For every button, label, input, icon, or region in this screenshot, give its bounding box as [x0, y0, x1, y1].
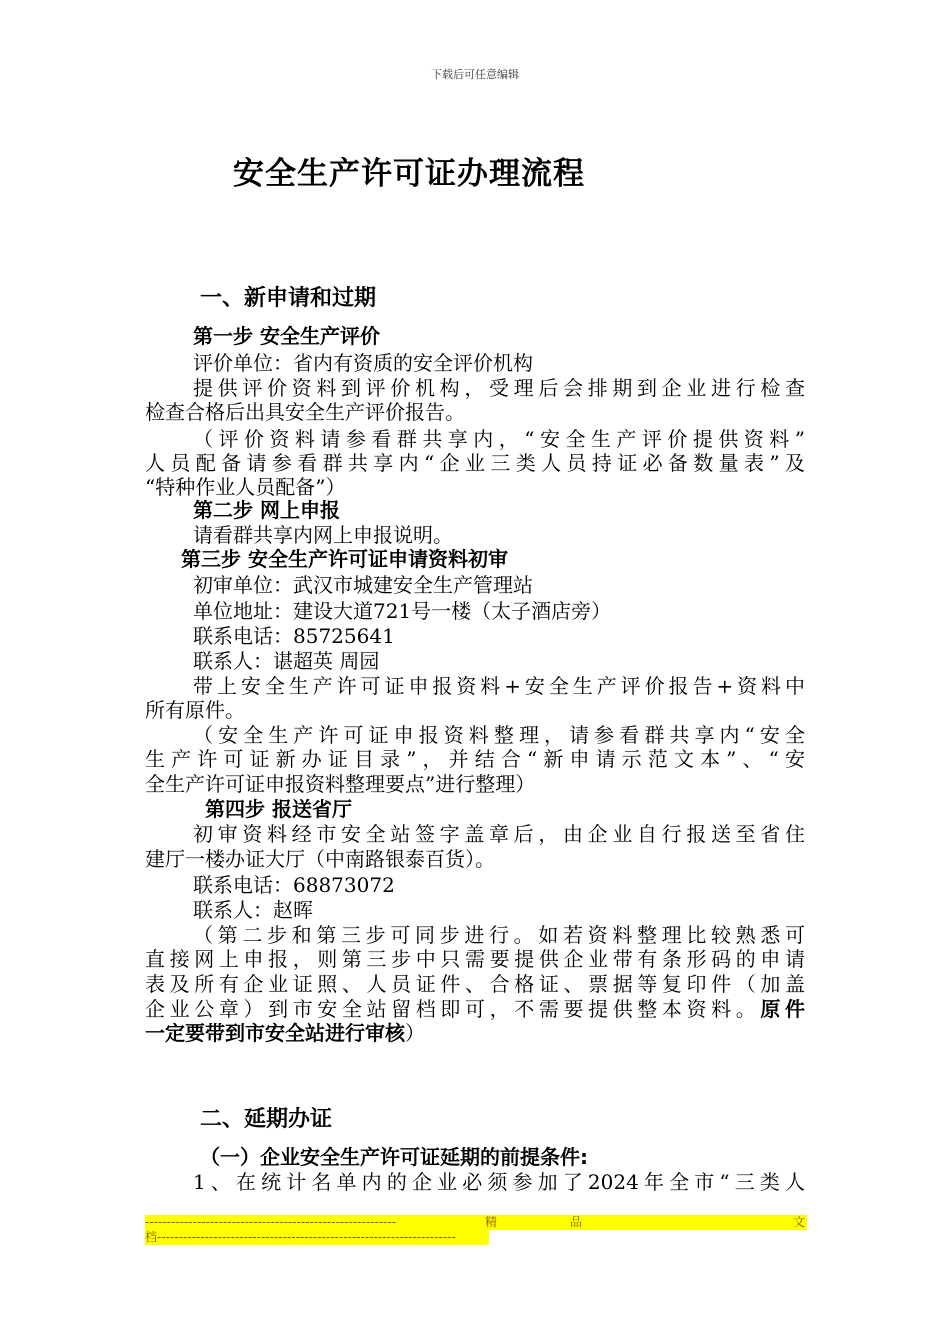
- step4-line1: [145, 821, 805, 847]
- step4-contact: 联系人：赵晖: [193, 898, 313, 922]
- step4-line1-text: 初审资料经市安全站签字盖章后，由企业自行报送至省住: [193, 822, 805, 846]
- step2-line1: 请看群共享内网上申报说明。: [193, 523, 453, 547]
- step4-title: 第四步 报送省厅: [205, 797, 352, 821]
- footer-highlight-1: [145, 1215, 807, 1230]
- step1-note1-text: （评价资料请参看群共享内，“安全生产评价提供资料”: [193, 427, 805, 451]
- step3-note3: 全生产许可证申报资料整理要点”进行整理）: [145, 772, 536, 796]
- footer-word-3: 文: [793, 1215, 806, 1229]
- step3-note2: 生产许可证新办证目录”，并结合“新申请示范文本”、“安: [145, 747, 805, 771]
- footer-dashes-right: ---------------------------------------------------------------------: [157, 1230, 456, 1244]
- step4-note4-plain: 企业公章）到市安全站留档即可，不需要提供整本资料。: [145, 997, 761, 1021]
- step1-unit: 评价单位：省内有资质的安全评价机构: [193, 351, 533, 375]
- step1-note3: “特种作业人员配备”）: [145, 475, 346, 499]
- section2-heading: 二、延期办证: [200, 1107, 333, 1132]
- section2-line1: [145, 1169, 805, 1195]
- footer-word-4: 档: [145, 1230, 158, 1244]
- page-footer: [145, 1215, 807, 1245]
- step3-note1: [145, 722, 805, 748]
- step1-note1: [145, 426, 805, 452]
- step4-note5-bold: 一定要带到市安全站进行审核: [145, 1021, 405, 1045]
- footer-dashes-left: ----------------------------------------------------------: [145, 1215, 397, 1229]
- step3-note1-text: （安全生产许可证申报资料整理，请参看群共享内“安全: [193, 723, 805, 747]
- footer-highlight-2: [145, 1230, 489, 1245]
- footer-row-1: [145, 1215, 807, 1230]
- step1-title: 第一步 安全生产评价: [193, 324, 380, 348]
- step1-line1: [145, 375, 805, 401]
- section2-sub1: （一）企业安全生产许可证延期的前提条件:: [200, 1145, 588, 1169]
- step4-note4-bold: 原件: [760, 997, 806, 1021]
- step4-note2: 直接网上申报，则第三步中只需要提供企业带有条形码的申请: [145, 947, 805, 971]
- step2-title: 第二步 网上申报: [193, 498, 340, 522]
- step1-line2: 检查合格后出具安全生产评价报告。: [145, 400, 465, 424]
- step3-unit: 初审单位：武汉市城建安全生产管理站: [193, 573, 533, 597]
- step4-phone: 联系电话：68873072: [193, 873, 395, 897]
- document-title: 安全生产许可证办理流程: [233, 156, 585, 192]
- step3-address: 单位地址：建设大道721号一楼（太子酒店旁）: [193, 599, 612, 623]
- step1-note2: 人员配备请参看群共享内“企业三类人员持证必备数量表”及: [145, 451, 805, 475]
- footer-row-2: [145, 1230, 807, 1245]
- step3-line1: [145, 673, 805, 699]
- step3-line1-text: 带上安全生产许可证申报资料+安全生产评价报告+资料中: [193, 674, 805, 698]
- section1-heading: 一、新申请和过期: [200, 286, 377, 311]
- step4-line2: 建厅一楼办证大厅（中南路银泰百货）。: [145, 847, 495, 871]
- step4-note1-text: （第二步和第三步可同步进行。如若资料整理比较熟悉可: [193, 923, 805, 947]
- step3-line2: 所有原件。: [145, 698, 245, 722]
- section2-line1-text: 1、在统计名单内的企业必须参加了2024年全市“三类人: [193, 1170, 805, 1194]
- step4-note5-plain: ）: [405, 1021, 425, 1045]
- footer-word-2: 品: [570, 1215, 583, 1229]
- step1-line1-text: 提供评价资料到评价机构，受理后会排期到企业进行检查: [193, 376, 805, 400]
- step4-note5: [145, 1020, 425, 1046]
- page-header: 下载后可任意编辑: [431, 68, 519, 81]
- step4-note3: 表及所有企业证照、人员证件、合格证、票据等复印件（加盖: [145, 972, 805, 996]
- footer-word-1: 精: [485, 1215, 498, 1229]
- step4-note4: [145, 996, 805, 1022]
- step3-title: 第三步 安全生产许可证申请资料初审: [181, 547, 508, 571]
- step4-note1: [145, 922, 805, 948]
- step3-contact: 联系人：谌超英 周园: [193, 649, 380, 673]
- step3-phone: 联系电话：85725641: [193, 624, 395, 648]
